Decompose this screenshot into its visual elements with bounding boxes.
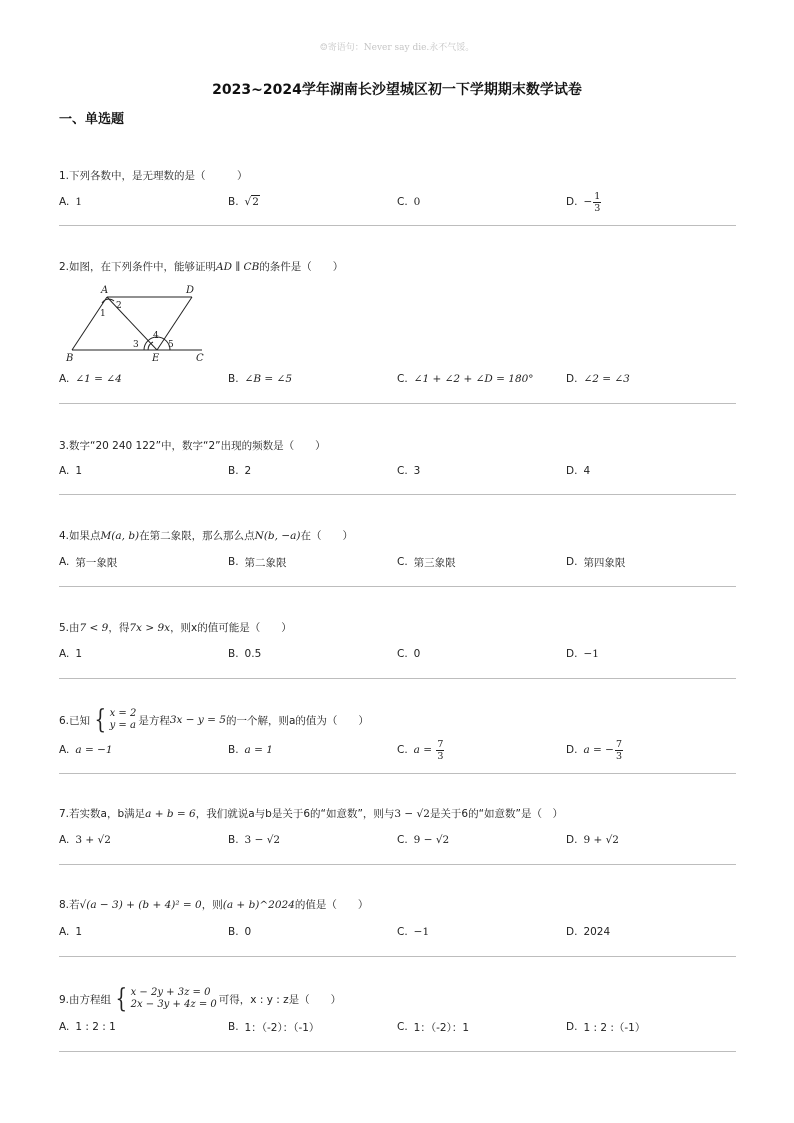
- options-row: [59, 921, 736, 943]
- option-d[interactable]: D. a = − $\frac{7}{3}$: [566, 738, 623, 762]
- option-a[interactable]: A. 第一象限: [59, 556, 118, 569]
- option-c[interactable]: C. 9 − √2: [397, 834, 450, 846]
- option-b[interactable]: B. 2: [228, 465, 252, 477]
- label-A: A: [101, 285, 109, 296]
- question-stem: 2.如图，在下列条件中，能够证明 AD ∥ CB 的条件是（ ）: [59, 260, 344, 273]
- option-c[interactable]: C. 0: [397, 648, 421, 660]
- option-c[interactable]: C. 第三象限: [397, 556, 456, 569]
- label-B: B: [66, 353, 74, 364]
- options-row: [59, 551, 736, 573]
- option-a[interactable]: A. 1 : 2 : 1: [59, 1021, 116, 1033]
- divider: [59, 403, 736, 404]
- option-c[interactable]: C. 3: [397, 465, 421, 477]
- question-stem: 7.若实数a，b满足 a + b = 6 ，我们就说a与b是关于6的“如意数”，则与 3 − √2 是关于6的“如意数”是（ ）: [59, 807, 563, 820]
- option-a[interactable]: A. 3 + √2: [59, 834, 111, 846]
- option-b[interactable]: B. 3 − √2: [228, 834, 281, 846]
- option-b[interactable]: B. a = 1: [228, 744, 273, 756]
- option-d[interactable]: D. 1 : 2 :（-1）: [566, 1021, 646, 1034]
- label-4: 4: [153, 331, 159, 341]
- option-d[interactable]: D. ∠2 = ∠3: [566, 373, 630, 385]
- question-stem: 8.若 √(a − 3) + (b + 4)² = 0 ，则 (a + b)^2024 的值是（ ）: [59, 898, 369, 911]
- option-a[interactable]: A. 1: [59, 926, 83, 938]
- question-stem: 3.数字“20 240 122”中，数字“2”出现的频数是（ ）: [59, 440, 326, 452]
- option-c[interactable]: C. 1：（-2）：1: [397, 1021, 470, 1034]
- label-3: 3: [133, 340, 139, 350]
- option-b[interactable]: B. 0: [228, 926, 252, 938]
- divider: [59, 773, 736, 774]
- option-a[interactable]: A. 1: [59, 196, 83, 208]
- option-b[interactable]: B. √2: [228, 196, 259, 208]
- option-d[interactable]: D. −1: [566, 648, 599, 660]
- page-title: 2023~2024学年湖南长沙望城区初一下学期期末数学试卷: [212, 82, 582, 98]
- options-row: [59, 643, 736, 665]
- options-row: [59, 739, 736, 761]
- options-row: [59, 368, 736, 390]
- divider: [59, 1051, 736, 1052]
- option-b[interactable]: B. 1：（-2）：（-1）: [228, 1021, 320, 1034]
- geometry-figure: [62, 283, 212, 365]
- option-d[interactable]: D. 9 + √2: [566, 834, 619, 846]
- option-a[interactable]: A. 1: [59, 465, 83, 477]
- option-c[interactable]: C. −1: [397, 926, 430, 938]
- question-stem: 4.如果点 M(a, b) 在第二象限，那么那么点 N(b, −a) 在（ ）: [59, 529, 353, 542]
- option-d[interactable]: D. 2024: [566, 926, 611, 938]
- section-heading: 一、单选题: [59, 112, 125, 127]
- options-row: [59, 460, 736, 482]
- question-stem: 9.由方程组 { x − 2y + 3z = 0 2x − 3y + 4z = 0 可得，x : y : z是（ ）: [59, 984, 342, 1014]
- option-a[interactable]: A. a = −1: [59, 744, 113, 756]
- label-C: C: [196, 353, 204, 364]
- label-E: E: [152, 353, 160, 364]
- equation-system: { x − 2y + 3z = 0 2x − 3y + 4z = 0: [115, 984, 217, 1014]
- divider: [59, 864, 736, 865]
- option-b[interactable]: B. ∠B = ∠5: [228, 373, 293, 385]
- divider: [59, 956, 736, 957]
- label-1: 1: [100, 309, 106, 319]
- option-d[interactable]: D. 4: [566, 465, 591, 477]
- question-stem: 6.已知 { x = 2 y = a 是方程 3x − y = 5 的一个解，则a的值为（ ）: [59, 705, 369, 735]
- option-a[interactable]: A. 1: [59, 648, 83, 660]
- question-stem: 1.下列各数中，是无理数的是（ ）: [59, 170, 248, 182]
- option-d[interactable]: D. 第四象限: [566, 556, 626, 569]
- options-row: [59, 191, 736, 213]
- option-d[interactable]: D. − $\frac{1}{3}$: [566, 190, 601, 214]
- option-c[interactable]: C. 0: [397, 196, 421, 208]
- divider: [59, 225, 736, 226]
- option-b[interactable]: B. 第二象限: [228, 556, 287, 569]
- option-b[interactable]: B. 0.5: [228, 648, 262, 660]
- equation-system: { x = 2 y = a: [94, 705, 137, 735]
- divider: [59, 678, 736, 679]
- option-c[interactable]: C. ∠1 + ∠2 + ∠D = 180°: [397, 373, 534, 385]
- options-row: [59, 829, 736, 851]
- question-stem: 5.由 7 < 9 ，得 7x > 9x ，则x的值可能是（ ）: [59, 621, 292, 634]
- option-a[interactable]: A. ∠1 = ∠4: [59, 373, 122, 385]
- label-D: D: [186, 285, 195, 296]
- divider: [59, 586, 736, 587]
- options-row: [59, 1016, 736, 1038]
- divider: [59, 494, 736, 495]
- motto: ☺寄语句：Never say die.永不气馁。: [319, 43, 475, 53]
- label-5: 5: [168, 340, 174, 350]
- option-c[interactable]: C. a = $\frac{7}{3}$: [397, 738, 444, 762]
- label-2: 2: [116, 301, 122, 311]
